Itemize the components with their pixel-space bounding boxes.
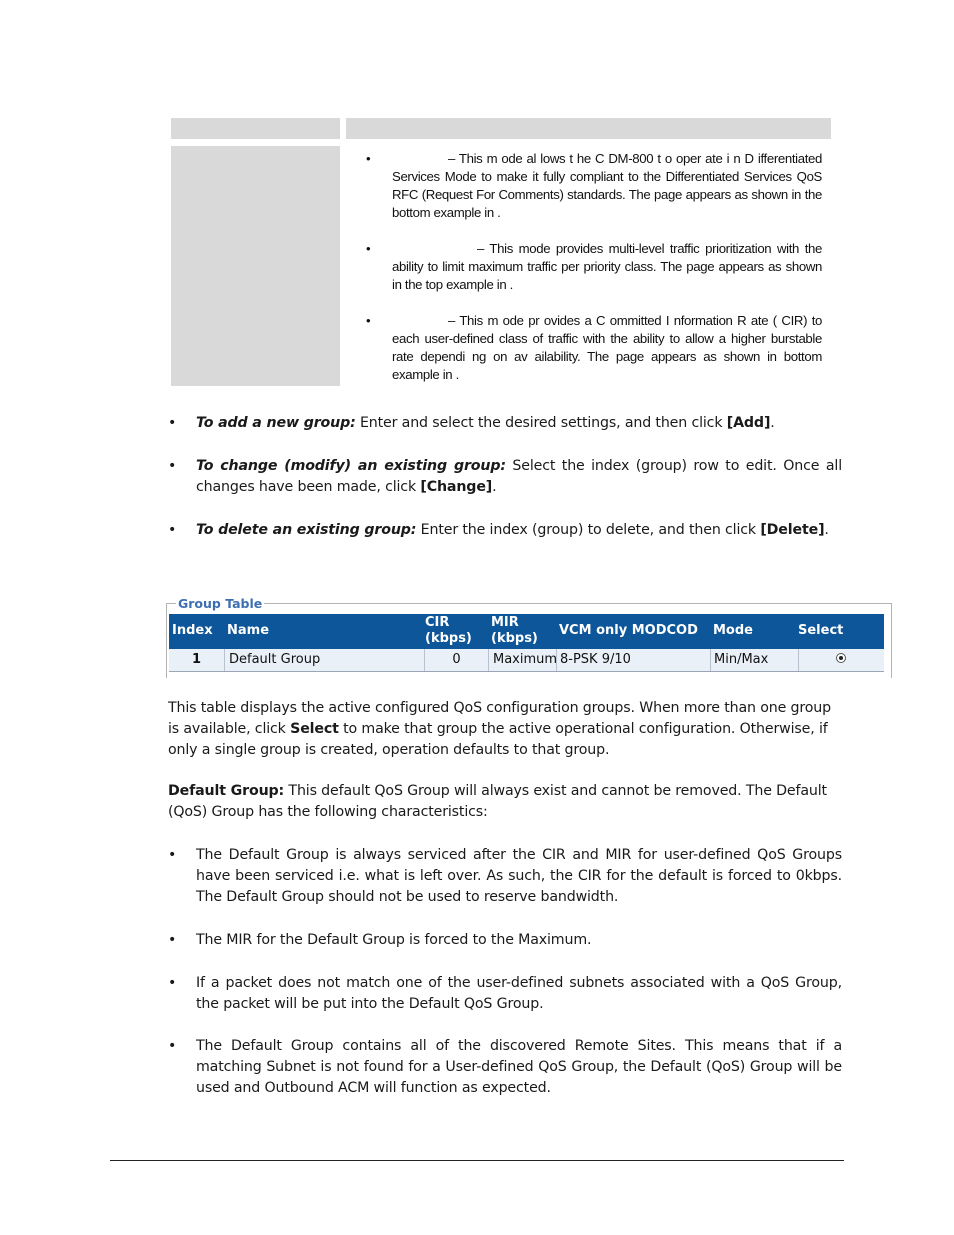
characteristic-item xyxy=(168,845,842,908)
header-mir xyxy=(491,615,538,647)
mode-description: – This mode provides multi-level traffic prioritization with the ability to limit maximum traffic per priority class. The page appears as shown in the top example in . xyxy=(392,241,822,292)
qos-mode-list xyxy=(366,150,822,402)
characteristic-item xyxy=(168,973,842,1015)
cell-name: Default Group xyxy=(225,649,425,671)
bullet: • xyxy=(168,975,177,991)
characteristic-text: The MIR for the Default Group is forced to the Maximum. xyxy=(196,932,592,948)
bullet: • xyxy=(168,932,177,948)
header-cir-title: CIR xyxy=(425,615,450,630)
default-group-label: Default Group: xyxy=(168,783,285,799)
characteristic-text: The Default Group contains all of the discovered Remote Sites. This means that if a matching Subnet is not found for a User-defined QoS Group, the Default (QoS) Group will be used and Outbound ACM will function as expected. xyxy=(196,1038,842,1096)
mode-item xyxy=(366,312,822,384)
header-mir-title: MIR xyxy=(491,615,519,630)
action-add xyxy=(168,413,842,434)
bullet: • xyxy=(168,415,177,431)
bullet: • xyxy=(366,241,371,256)
action-text: Enter and select the desired settings, and then click xyxy=(355,415,727,431)
default-group-text: This default QoS Group will always exist and cannot be removed. The Default (QoS) Group has the following characteristics: xyxy=(168,783,827,820)
bullet: • xyxy=(168,458,177,474)
punct: . xyxy=(770,415,775,431)
action-label: To delete an existing group: xyxy=(196,522,417,538)
punct: . xyxy=(824,522,829,538)
cell-index: 1 xyxy=(169,649,225,671)
bullet: • xyxy=(366,151,371,166)
desc-text-2: to make that group the active operational configuration. Otherwise, if only a single group is created, operation defaults to that group. xyxy=(168,721,828,758)
header-mir-unit: (kbps) xyxy=(491,631,538,646)
header-mode: Mode xyxy=(713,623,753,638)
characteristic-text: The Default Group is always serviced after the CIR and MIR for user-defined QoS Groups have been serviced i.e. what is left over. As such, the CIR for the default is forced to 0kbps. The Default Group should not be used to reserve bandwidth. xyxy=(196,847,842,905)
bullet: • xyxy=(168,522,177,538)
table-body-left-cell xyxy=(171,146,340,386)
characteristic-item xyxy=(168,930,842,951)
bullet: • xyxy=(168,847,177,863)
header-modcod: VCM only MODCOD xyxy=(559,623,698,638)
header-select: Select xyxy=(798,623,844,638)
characteristic-item xyxy=(168,1036,842,1099)
group-table-header xyxy=(169,614,884,649)
cell-cir: 0 xyxy=(425,649,489,671)
desc-text-1: This table displays the active configured QoS configuration groups. When more than one group is available, click xyxy=(168,700,831,737)
punct: . xyxy=(492,479,497,495)
action-label: To add a new group: xyxy=(196,415,356,431)
add-button-ref: [Add] xyxy=(726,415,771,431)
action-text: Enter the index (group) to delete, and then click xyxy=(416,522,761,538)
action-text: Select the index (group) row to edit. Once all changes have been made, click xyxy=(196,458,842,495)
header-index: Index xyxy=(172,623,213,638)
mode-description: – This m ode al lows t he C DM-800 t o oper ate i n D ifferentiated Services Mode to make it fully compliant to the Differentiated Services QoS RFC (Request For Comments) standards. The page appears as shown in the bottom example in . xyxy=(392,151,822,220)
bullet: • xyxy=(168,1038,177,1054)
cell-modcod: 8-PSK 9/10 xyxy=(557,649,711,671)
header-name: Name xyxy=(227,623,270,638)
header-cir xyxy=(425,615,472,647)
mode-item xyxy=(366,150,822,222)
action-change xyxy=(168,456,842,498)
default-group-paragraph xyxy=(168,781,842,823)
mode-description: – This m ode pr ovides a C ommitted I nformation R ate ( CIR) to each user-defined class of traffic with the ability to allow a higher burstable rate dependi ng on av ailability. The page appears as shown in bottom example in . xyxy=(392,313,822,382)
table-row[interactable] xyxy=(169,649,884,672)
header-cir-unit: (kbps) xyxy=(425,631,472,646)
select-ref: Select xyxy=(290,721,339,737)
group-table-legend: Group Table xyxy=(178,596,263,611)
cell-mir: Maximum xyxy=(489,649,557,671)
delete-button-ref: [Delete] xyxy=(760,522,825,538)
select-radio[interactable] xyxy=(836,653,846,663)
change-button-ref: [Change] xyxy=(420,479,493,495)
bullet: • xyxy=(366,313,371,328)
cell-mode: Min/Max xyxy=(711,649,799,671)
footer-rule xyxy=(110,1160,844,1161)
mode-item xyxy=(366,240,822,294)
characteristic-text: If a packet does not match one of the user-defined subnets associated with a QoS Group, the packet will be put into the Default QoS Group. xyxy=(196,975,842,1012)
table-header-right-cell xyxy=(346,118,831,139)
table-description xyxy=(168,698,842,761)
table-header-left-cell xyxy=(171,118,340,139)
action-label: To change (modify) an existing group: xyxy=(196,458,506,474)
action-delete xyxy=(168,520,842,541)
